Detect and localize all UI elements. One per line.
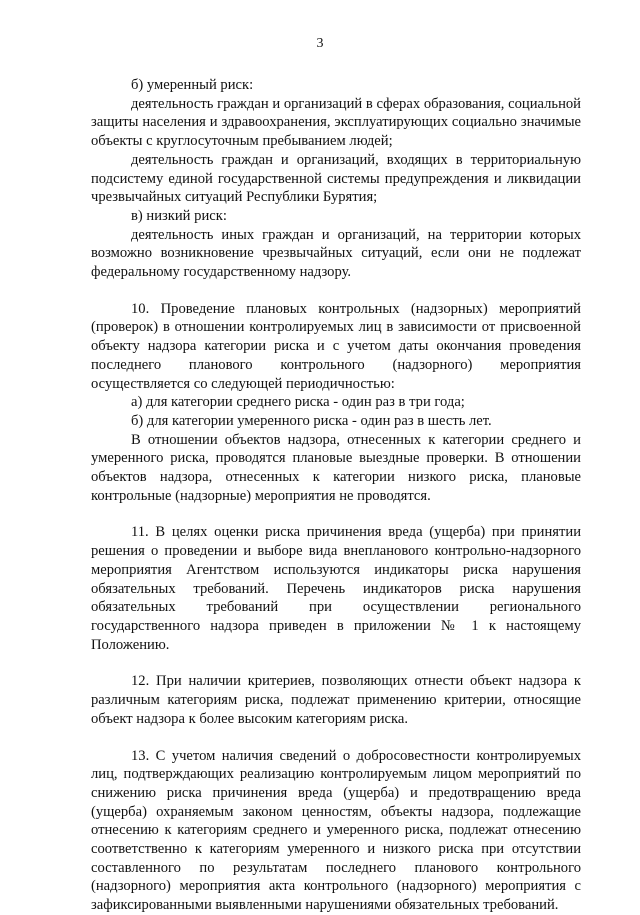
paragraph-low-risk-heading: в) низкий риск: xyxy=(131,207,227,224)
paragraph-clause-13: 13. С учетом наличия сведений о добросовестности контролируемых лиц, подтверждающих реализацию контролируемым лицом мероприятий по снижению риска причинения вреда (ущерба) и предотвращению вреда (ущерба) охраняемым законом ценностям, объекты надзора, подлежащие отнесению к категориям среднего и умеренного риска, подлежат отнесению соответственно к категориям умеренного и низкого риска при отсутствии составленного по результатам последнего планового контрольного (надзорного) мероприятия акта контрольного (надзорного) мероприятия с зафиксированными выявленными нарушениями обязательных требований. xyxy=(91,747,581,914)
document-body xyxy=(91,76,581,915)
paragraph-moderate-risk-item-1: деятельность граждан и организаций в сферах образования, социальной защиты населения и здравоохранения, эксплуатирующих социально значимые объекты с круглосуточным пребыванием людей; xyxy=(91,95,581,150)
paragraph-moderate-risk-item-2: деятельность граждан и организаций, входящих в территориальную подсистему единой государственной системы предупреждения и ликвидации чрезвычайных ситуаций Республики Бурятия; xyxy=(91,151,581,206)
paragraph-spacer xyxy=(91,282,581,300)
paragraph-spacer xyxy=(91,729,581,747)
paragraph-clause-12: 12. При наличии критериев, позволяющих отнести объект надзора к различным категориям риска, подлежат применению критерии, относящие объект надзора к более высоким категориям риска. xyxy=(91,673,581,727)
paragraph-spacer xyxy=(91,654,581,672)
paragraph-clause-10: 10. Проведение плановых контрольных (надзорных) мероприятий (проверок) в отношении контролируемых лиц в зависимости от присвоенной объекту надзора категории риска и с учетом даты окончания проведения последнего планового контрольного (надзорного) мероприятия осуществляется со следующей периодичностью: xyxy=(91,300,581,392)
page-number: 3 xyxy=(316,36,324,51)
paragraph-moderate-risk-heading: б) умеренный риск: xyxy=(131,77,254,93)
paragraph-clause-10-note: В отношении объектов надзора, отнесенных к категории среднего и умеренного риска, проводятся плановые выездные проверки. В отношении объектов надзора, отнесенных к категории низкого риска, плановые контрольные (надзорные) мероприятия не проводятся. xyxy=(91,431,581,504)
paragraph-clause-11: 11. В целях оценки риска причинения вреда (ущерба) при принятии решения о проведении и выборе вида внепланового контрольно-надзорного мероприятия Агентством используются индикаторы риска нарушения обязательных требований. Перечень индикаторов риска нарушения обязательных требований при осуществлении регионального государственного надзора приведен в приложении № 1 к настоящему Положению. xyxy=(91,524,581,653)
paragraph-clause-10-b: б) для категории умеренного риска - один раз в шесть лет. xyxy=(131,412,492,429)
paragraph-spacer xyxy=(91,505,581,523)
paragraph-low-risk-item: деятельность иных граждан и организаций, на территории которых возможно возникновение чрезвычайных ситуаций, если они не подлежат федеральному государственному надзору. xyxy=(91,226,581,281)
paragraph-clause-10-a: а) для категории среднего риска - один раз в три года; xyxy=(131,394,465,411)
